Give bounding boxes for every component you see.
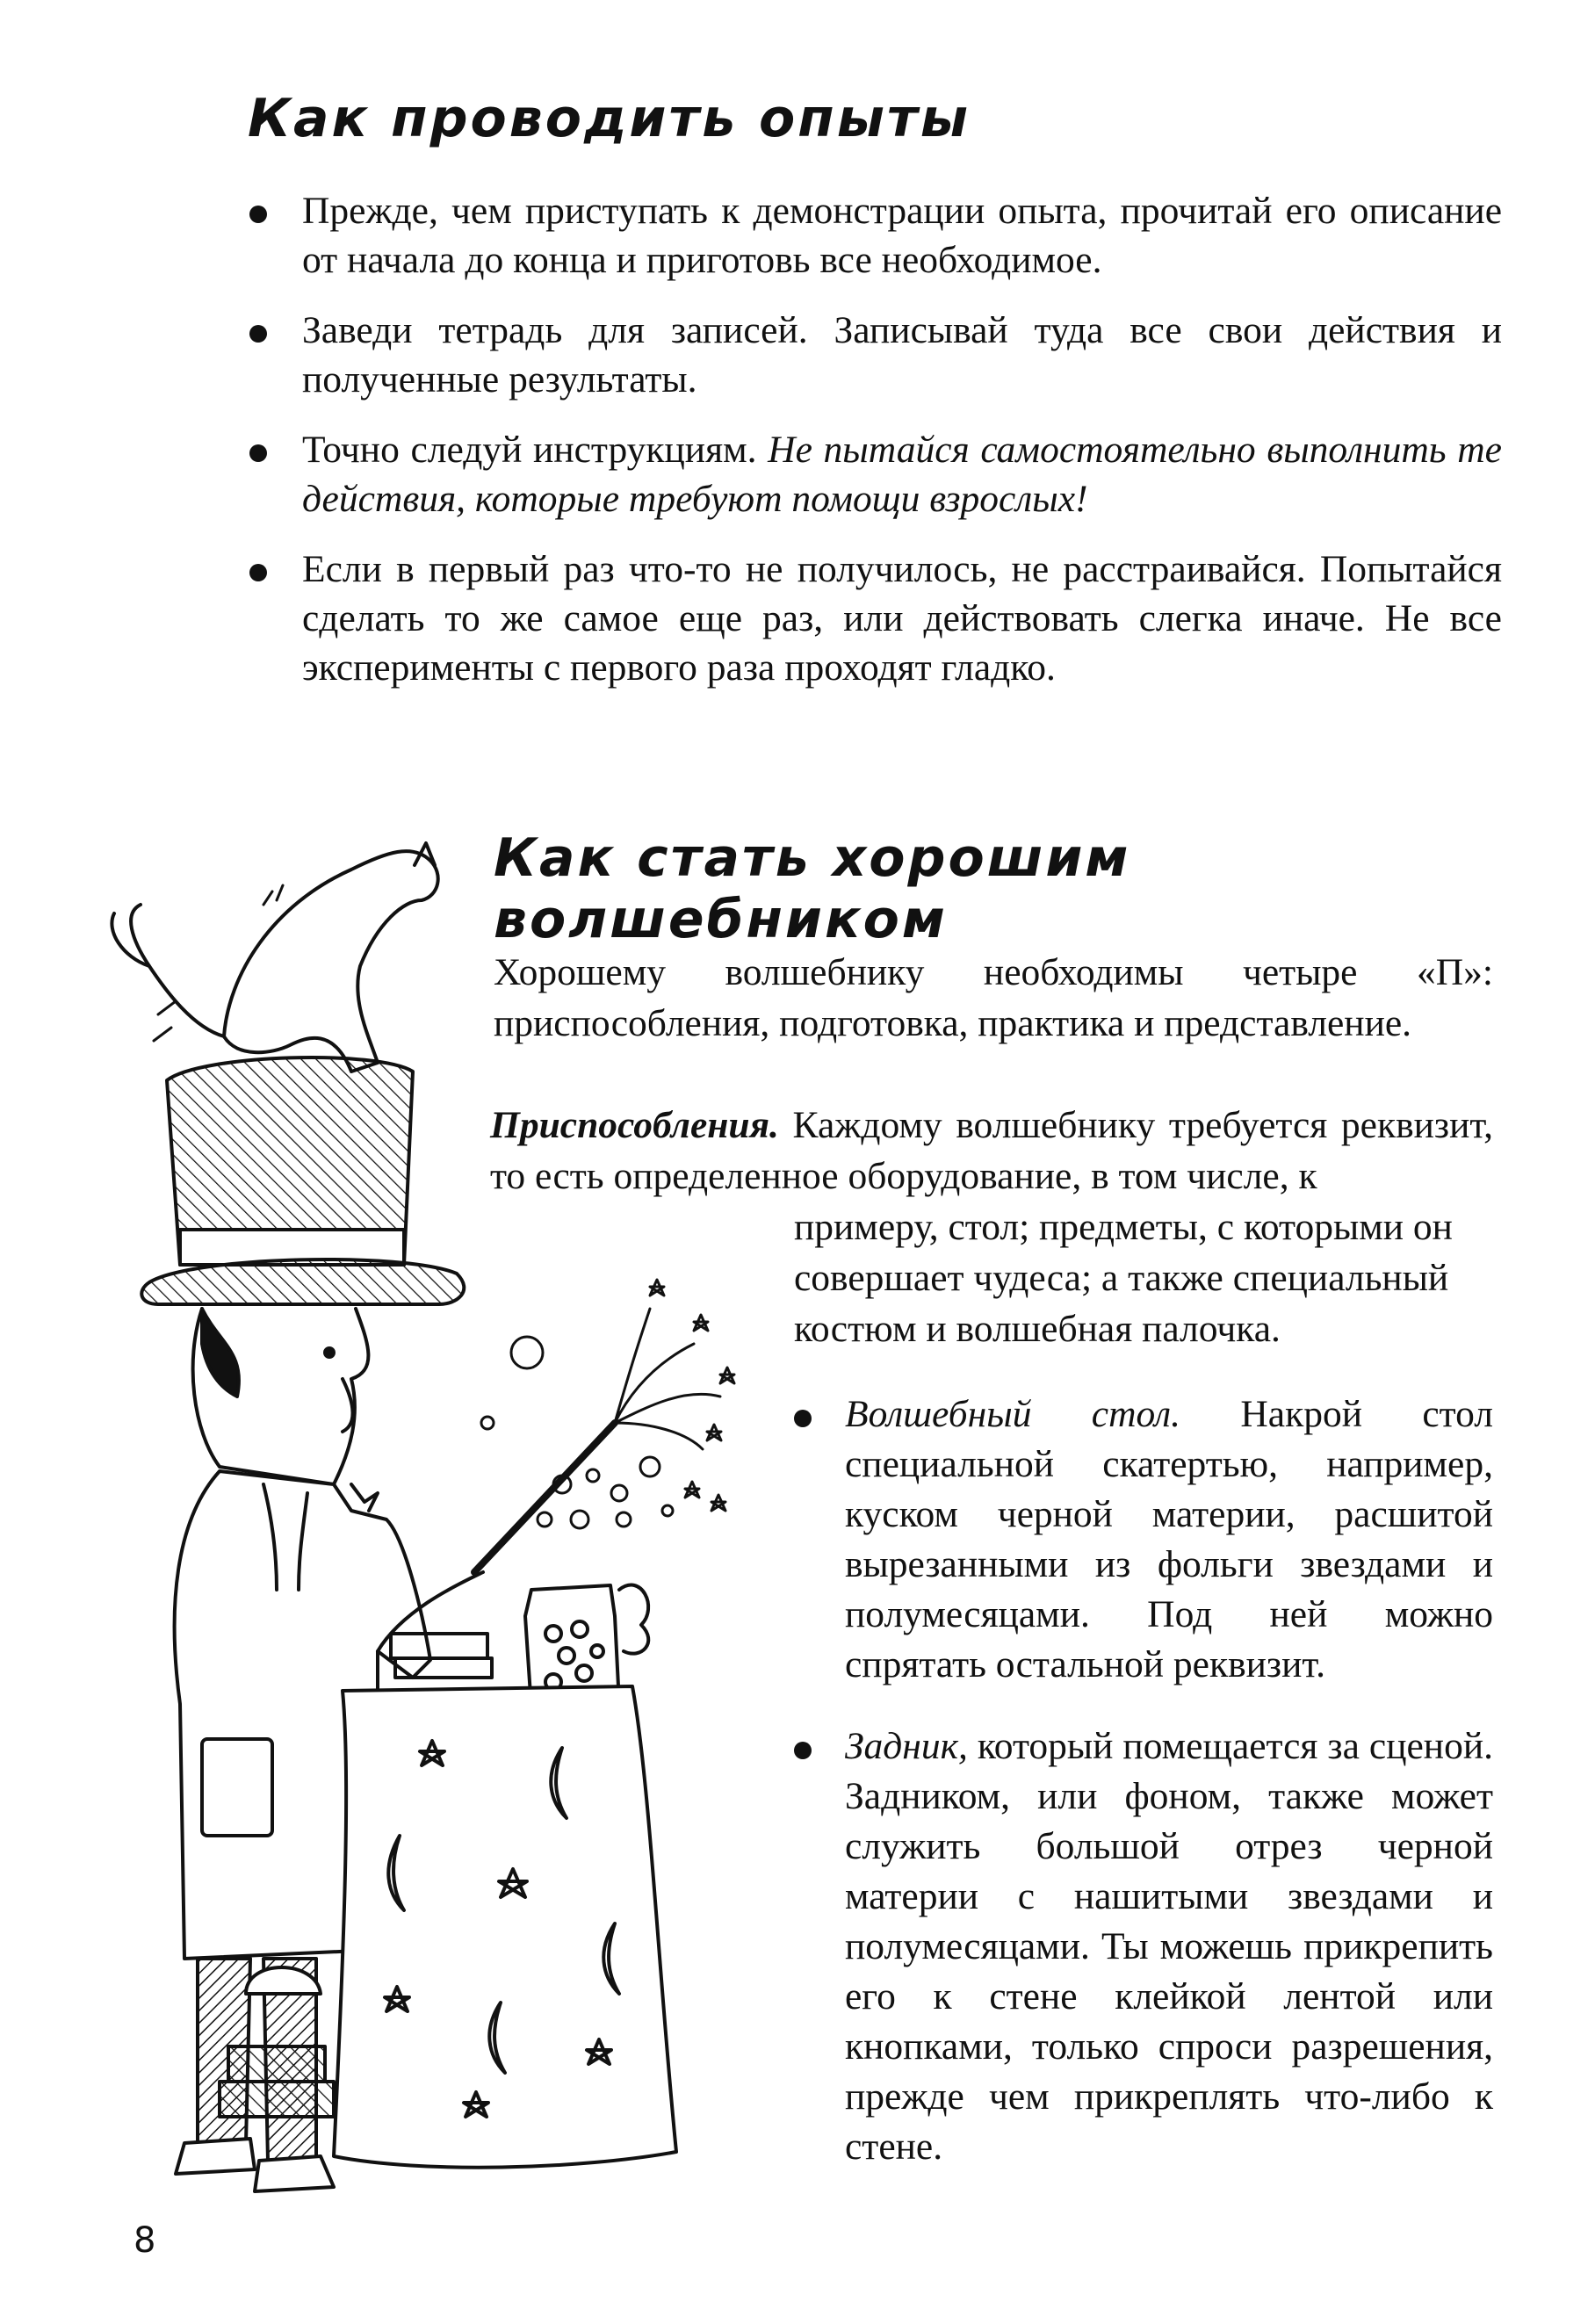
bullet-icon [249,325,267,343]
bullet-icon [249,206,267,223]
list-item: Волшебный стол. Накрой стол специальной скатертью, например, куском черной материи, расшитой вырезанными из фольги звездами и полумесяцами. Под ней можно спрятать остальной реквизит. [787,1389,1493,1690]
cat-icon [112,843,437,1072]
top-hat-icon [141,1057,464,1304]
list-item: Точно следуй инструкциям. Не пытайся самостоятельно выполнить те действия, которые требуют помощи взрослых! [237,425,1502,523]
section-title-magician: Как стать хорошим волшебником [494,827,1131,950]
bullet-icon [249,444,267,462]
intro-paragraph: Хорошему волшебнику необходимы четыре «П»: приспособления, подготовка, практика и представление. [494,951,1493,1044]
backdrop-item [787,1721,1493,2172]
bullet-icon [249,564,267,581]
bullet-icon [794,1742,812,1759]
section-title-experiments: Как проводить опыты [248,88,971,149]
experiment-rules-list [237,186,1502,713]
list-item: Заведи тетрадь для записей. Записывай туда все свои действия и полученные результаты. [237,306,1502,404]
list-item: Задник, который помещается за сценой. Задником, или фоном, также может служить большой отрез черной материи с нашитыми звездами и полумесяцами. Ты можешь прикрепить его к стене клейкой лентой или кнопками, только спроси разрешения, прежде чем прикреплять что-либо к стене. [787,1721,1493,2172]
list-item: Прежде, чем приступать к демонстрации опыта, прочитай его описание от начала до конца и приготовь все необходимое. [237,186,1502,285]
page-number: 8 [134,2220,156,2261]
equipment-term: Приспособления. [490,1104,779,1146]
magic-table-item [787,1389,1493,1690]
sparkles-icon [481,1280,734,1528]
equipment-paragraph: Приспособления. Каждому волшебнику требуется реквизит, то есть определенное оборудование, в том числе, к [490,1104,1493,1197]
list-item: Если в первый раз что-то не получилось, не расстраивайся. Попытайся сделать то же самое еще раз, или действовать слегка иначе. Не все эксперименты с первого раза проходят гладко. [237,545,1502,692]
equipment-paragraph-continued: примеру, стол; предметы, с которыми он совершает чудеса; а также специальный костюм и волшебная палочка. [794,1206,1453,1350]
warning-text: Не пытайся самостоятельно выполнить те действия, которые требуют помощи взрослых! [302,429,1502,520]
magician-head [193,1309,369,1484]
magic-table-icon [334,1686,676,2168]
bullet-icon [794,1410,812,1427]
